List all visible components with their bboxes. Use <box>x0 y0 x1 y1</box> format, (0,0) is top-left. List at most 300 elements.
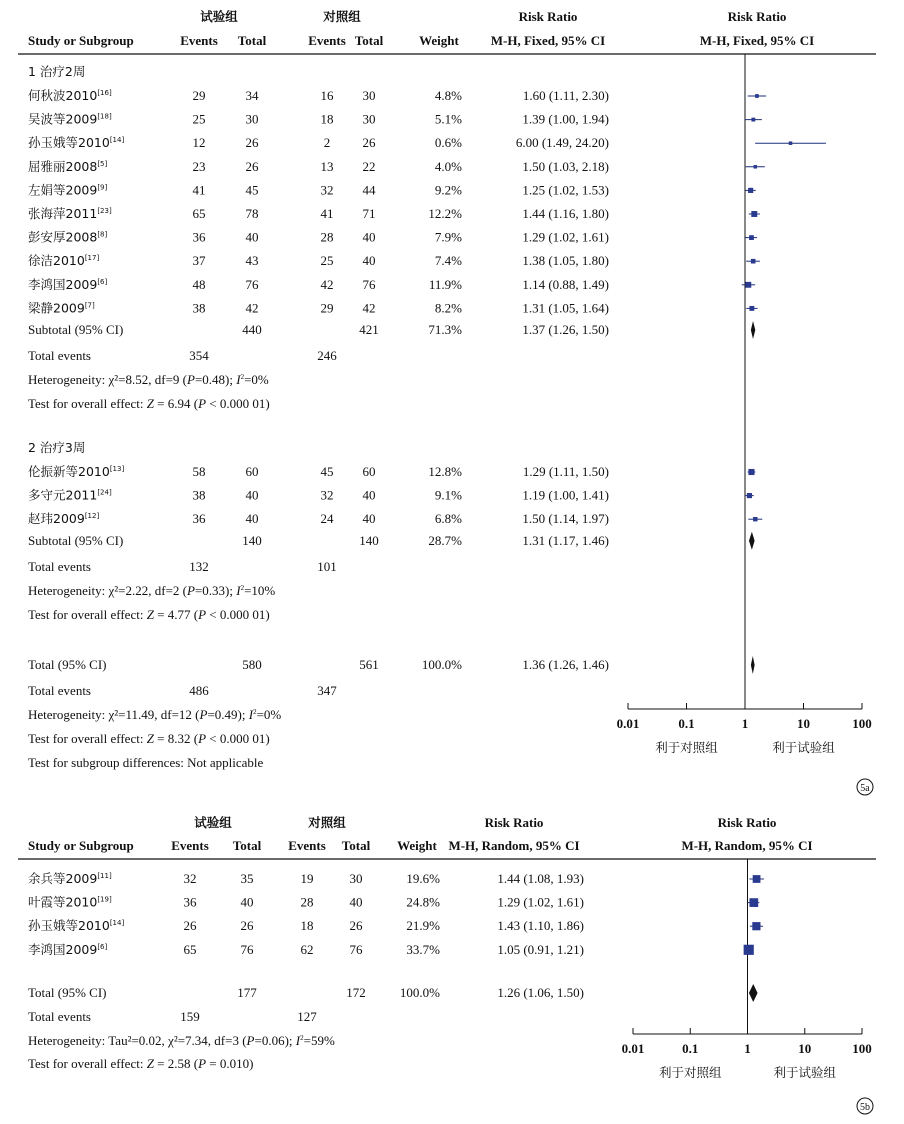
study-name: 何秋波2010 <box>28 88 98 103</box>
study-ci: 1.60 (1.11, 2.30) <box>522 88 609 103</box>
study-weight: 24.8% <box>406 894 440 910</box>
summary-ci: 1.26 (1.06, 1.50) <box>497 985 584 1000</box>
study-name: 吴波等2009 <box>28 111 98 127</box>
ctrl-total: 60 <box>362 464 376 479</box>
summary-diamond <box>749 532 755 550</box>
het-p-val: =0.06); <box>254 1033 296 1048</box>
study-label <box>28 511 99 526</box>
exp-total: 40 <box>245 511 259 527</box>
study-name: 屈雅丽2008 <box>28 158 98 174</box>
study-ci: 1.25 (1.02, 1.53) <box>522 182 609 198</box>
study-name: 徐洁2010 <box>28 253 85 269</box>
total-events-label: Total events <box>28 558 91 574</box>
total-events-exp: 354 <box>189 348 209 363</box>
exp-total: 40 <box>240 894 254 910</box>
study-marker <box>748 188 753 193</box>
study-name: 梁静2009 <box>28 300 85 316</box>
total-events-label: Total events <box>28 348 91 363</box>
het-p-val: =0.33); <box>194 582 237 598</box>
ctrl-events: 19 <box>300 871 314 886</box>
exp-events-header: Events <box>171 838 209 853</box>
ctrl-total: 76 <box>362 276 376 292</box>
ctrl-events: 28 <box>320 229 334 245</box>
subgroup-diff-line: Test for subgroup differences: Not applicable <box>28 755 264 770</box>
ctrl-total: 30 <box>362 88 376 103</box>
study-marker <box>749 898 758 907</box>
exp-events: 38 <box>192 487 206 503</box>
study-name: 孙玉娥等2010 <box>28 918 110 934</box>
ctrl-total: 40 <box>362 511 376 527</box>
het-i: I <box>236 582 241 598</box>
exp-total: 35 <box>240 871 254 886</box>
overall-prefix: Test for overall effect: <box>28 606 147 622</box>
study-ref: [16] <box>97 89 112 97</box>
overall-prefix: Test for overall effect: <box>28 731 147 746</box>
exp-total: 26 <box>245 158 259 174</box>
study-name: 余兵等2009 <box>28 871 98 886</box>
x-tick-label: 1 <box>741 716 749 731</box>
study-marker <box>747 493 752 498</box>
favours-experimental-label: 利于试验组 <box>773 1065 837 1080</box>
het-chi: χ²=7.34, df=3 ( <box>168 1033 247 1048</box>
study-ci: 1.31 (1.05, 1.64) <box>522 300 609 316</box>
study-ref: [17] <box>84 254 100 263</box>
ctrl-total: 26 <box>349 918 363 934</box>
summary-ci: 1.31 (1.17, 1.46) <box>522 532 609 548</box>
het-i-val: =10% <box>244 582 276 598</box>
total-events-ctrl: 127 <box>297 1009 317 1024</box>
ctrl-total: 30 <box>362 111 376 127</box>
study-ci: 1.38 (1.05, 1.80) <box>522 253 609 269</box>
exp-total: 45 <box>245 182 259 198</box>
ctrl-events: 45 <box>320 464 334 479</box>
ctrl-events: 25 <box>320 253 334 269</box>
exp-total: 34 <box>245 88 259 103</box>
ctrl-total: 30 <box>349 871 363 886</box>
study-name: 张海萍2011 <box>28 206 98 221</box>
study-ci: 1.29 (1.02, 1.61) <box>522 229 609 245</box>
favours-control-label: 利于对照组 <box>658 1065 722 1080</box>
subgroup-title: 1 治疗2周 <box>28 64 86 79</box>
study-label <box>28 230 107 245</box>
overall-prefix: Test for overall effect: <box>28 396 147 411</box>
exp-events: 41 <box>192 182 206 198</box>
study-weight: 11.9% <box>428 276 462 292</box>
study-label <box>28 464 124 479</box>
study-marker <box>753 517 757 521</box>
total-events-exp: 132 <box>189 558 209 574</box>
study-weight: 8.2% <box>434 300 462 316</box>
overall-z-val: = 6.94 ( <box>153 396 199 411</box>
het-chi: χ²=8.52, df=9 ( <box>108 372 187 387</box>
het-prefix: Heterogeneity: <box>28 582 109 598</box>
x-tick-label: 10 <box>798 1041 812 1056</box>
study-ci: 6.00 (1.49, 24.20) <box>515 135 609 151</box>
x-tick-label: 0.01 <box>616 716 640 731</box>
het-i-sup: 2 <box>253 708 257 716</box>
study-name: 赵玮2009 <box>28 511 85 527</box>
study-name: 伦振新等2010 <box>28 464 110 479</box>
study-marker <box>753 875 761 883</box>
study-label <box>28 942 107 957</box>
het-p: P <box>187 372 195 387</box>
exp-total: 42 <box>245 300 259 316</box>
x-tick-label: 0.01 <box>621 1041 645 1056</box>
total-events-label: Total events <box>28 683 91 698</box>
ctrl-events: 2 <box>323 135 331 151</box>
study-ci: 1.39 (1.00, 1.94) <box>522 111 609 127</box>
exp-total: 26 <box>240 918 254 934</box>
study-marker <box>755 94 759 98</box>
study-name: 左娟等2009 <box>28 182 98 198</box>
exp-total: 76 <box>240 941 254 957</box>
ctrl-total-header: Total <box>354 33 384 48</box>
het-i-val: =0% <box>256 707 282 722</box>
summary-weight: 100.0% <box>421 657 462 672</box>
exp-events: 29 <box>192 88 206 103</box>
het-i-sup: 2 <box>240 373 245 381</box>
exp-total: 60 <box>245 464 259 479</box>
study-weight: 21.9% <box>406 918 440 934</box>
study-ref: [19] <box>97 895 112 904</box>
study-marker <box>751 259 756 264</box>
overall-effect-line <box>28 396 270 411</box>
total-events-ctrl: 246 <box>317 348 337 363</box>
het-prefix: Heterogeneity: Tau²=0.02, <box>28 1033 169 1048</box>
study-label <box>28 182 107 197</box>
ctrl-events: 28 <box>300 894 314 910</box>
ctrl-total: 40 <box>362 229 376 245</box>
study-ci: 1.14 (0.88, 1.49) <box>522 276 609 292</box>
het-i: I <box>295 1033 301 1048</box>
ctrl-total: 26 <box>362 135 376 151</box>
exp-events: 23 <box>192 158 206 174</box>
ctrl-total: 40 <box>349 894 363 910</box>
study-ci: 1.50 (1.14, 1.97) <box>522 511 609 527</box>
total-events-ctrl: 347 <box>317 683 337 698</box>
exp-events: 25 <box>192 111 206 127</box>
study-label <box>28 918 124 933</box>
overall-z: Z <box>146 606 154 622</box>
overall-p-val: = 0.010) <box>206 1056 254 1071</box>
exp-total: 26 <box>245 135 259 151</box>
study-ref: [23] <box>97 207 112 215</box>
study-label <box>28 159 107 174</box>
study-label <box>28 488 112 503</box>
ctrl-events: 32 <box>320 487 334 503</box>
exp-total-header: Total <box>237 33 267 48</box>
study-ref: [8] <box>97 230 108 239</box>
favours-control-label: 利于对照组 <box>655 740 718 755</box>
exp-events: 58 <box>192 464 206 479</box>
exp-events: 65 <box>183 941 197 957</box>
overall-effect-line <box>28 607 270 622</box>
study-name: 孙玉娥等2010 <box>28 135 110 151</box>
exp-events: 32 <box>183 871 197 886</box>
het-p: P <box>246 1033 255 1048</box>
overall-p-val: < 0.000 01) <box>206 731 270 746</box>
overall-z: Z <box>146 731 154 746</box>
ctrl-events: 32 <box>320 182 334 198</box>
summary-ci: 1.36 (1.26, 1.46) <box>522 657 609 672</box>
study-ref: [24] <box>97 488 112 497</box>
ctrl-events: 13 <box>320 158 334 174</box>
study-ci: 1.29 (1.11, 1.50) <box>522 464 609 479</box>
exp-group-header: 试验组 <box>194 815 232 830</box>
exp-total-header: Total <box>232 838 262 853</box>
exp-events: 36 <box>192 229 206 245</box>
study-label <box>28 88 112 103</box>
summary-label: Subtotal (95% CI) <box>28 532 124 548</box>
exp-events: 48 <box>192 276 206 292</box>
study-marker <box>754 165 758 169</box>
het-i-val: =59% <box>303 1033 335 1048</box>
study-ref: [12] <box>84 512 100 521</box>
overall-z-val: = 2.58 ( <box>153 1056 199 1071</box>
ctrl-events: 42 <box>320 276 334 292</box>
exp-group-header: 试验组 <box>200 9 238 24</box>
study-ref: [5] <box>97 159 108 168</box>
x-tick-label: 100 <box>852 1041 872 1056</box>
subgroup-title: 2 治疗3周 <box>28 440 86 455</box>
summary-diamond <box>751 656 755 674</box>
ctrl-total: 76 <box>349 941 363 957</box>
overall-z: Z <box>146 1056 154 1071</box>
exp-events: 12 <box>192 135 206 151</box>
ctrl-total: 40 <box>362 253 376 269</box>
overall-effect-line <box>28 1056 253 1071</box>
exp-total: 76 <box>245 276 259 292</box>
study-ci: 1.05 (0.91, 1.21) <box>497 941 584 957</box>
summary-diamond <box>751 321 755 339</box>
het-p-val: =0.48); <box>194 372 237 387</box>
overall-prefix: Test for overall effect: <box>28 1056 147 1071</box>
x-tick-label: 100 <box>852 716 872 731</box>
overall-p: P <box>198 731 207 746</box>
rr-method-header: M-H, Fixed, 95% CI <box>490 33 606 48</box>
ctrl-events: 18 <box>320 111 334 127</box>
study-marker <box>745 282 751 288</box>
study-ref: [11] <box>97 872 112 880</box>
rr-col-title: Risk Ratio <box>518 9 578 24</box>
overall-p-val: < 0.000 01) <box>206 396 270 411</box>
ctrl-total: 71 <box>362 206 376 221</box>
study-weight: 0.6% <box>434 135 462 151</box>
overall-z-val: = 8.32 ( <box>153 731 199 746</box>
ctrl-events: 62 <box>300 941 314 957</box>
exp-total: 40 <box>245 487 259 503</box>
total-events-exp: 486 <box>189 683 209 698</box>
ctrl-total: 44 <box>362 182 376 198</box>
summary-ctrl-total: 172 <box>346 985 366 1000</box>
summary-ctrl-total: 140 <box>359 532 379 548</box>
study-marker <box>789 141 793 145</box>
ctrl-group-header: 对照组 <box>323 9 361 24</box>
x-tick-label: 10 <box>797 716 810 731</box>
study-weight: 6.8% <box>434 511 462 527</box>
overall-p: P <box>198 1056 207 1071</box>
heterogeneity-line <box>28 1033 335 1048</box>
study-weight: 7.9% <box>434 229 462 245</box>
exp-events: 65 <box>192 206 206 221</box>
summary-diamond <box>749 984 758 1002</box>
overall-effect-line <box>28 731 270 746</box>
exp-events: 26 <box>183 918 197 934</box>
study-label <box>28 895 112 910</box>
weight-header: Weight <box>397 838 437 853</box>
summary-label: Total (95% CI) <box>28 657 107 672</box>
rr-col-title: Risk Ratio <box>484 815 544 830</box>
summary-label: Total (95% CI) <box>28 985 107 1000</box>
study-name: 多守元2011 <box>28 487 98 503</box>
summary-ctrl-total: 421 <box>359 322 379 337</box>
study-label <box>28 112 112 127</box>
summary-exp-total: 580 <box>242 657 262 672</box>
het-i-val: =0% <box>244 372 269 387</box>
study-ci: 1.50 (1.03, 2.18) <box>522 158 609 174</box>
plot-method-header: M-H, Random, 95% CI <box>681 838 813 853</box>
het-i: I <box>248 707 254 722</box>
study-weight: 5.1% <box>434 111 462 127</box>
study-marker <box>749 306 754 311</box>
total-events-label: Total events <box>28 1009 91 1024</box>
plot-method-header: M-H, Fixed, 95% CI <box>699 33 815 48</box>
ctrl-events: 29 <box>320 300 334 316</box>
ctrl-group-header: 对照组 <box>308 815 346 830</box>
study-weight: 12.8% <box>428 464 462 479</box>
exp-events-header: Events <box>180 33 218 48</box>
study-ci: 1.44 (1.16, 1.80) <box>522 206 609 221</box>
het-i-sup: 2 <box>240 583 245 592</box>
het-chi: χ²=2.22, df=2 ( <box>108 582 187 598</box>
plot-col-title: Risk Ratio <box>717 815 777 830</box>
study-ref: [6] <box>97 942 108 951</box>
ctrl-events-header: Events <box>308 33 346 48</box>
study-name: 李鸿国2009 <box>28 276 98 292</box>
study-weight: 4.8% <box>434 88 462 103</box>
study-col-header: Study or Subgroup <box>28 33 134 48</box>
study-name: 彭安厚2008 <box>28 229 98 245</box>
total-events-ctrl: 101 <box>317 558 337 574</box>
ctrl-events: 16 <box>320 88 334 103</box>
heterogeneity-line <box>28 372 269 387</box>
study-ref: [7] <box>84 301 95 310</box>
study-weight: 9.2% <box>434 182 462 198</box>
x-tick-label: 1 <box>744 1041 751 1056</box>
study-weight: 7.4% <box>434 253 462 269</box>
panel-label: 5a <box>860 783 870 794</box>
heterogeneity-line <box>28 707 281 722</box>
study-col-header: Study or Subgroup <box>28 838 134 853</box>
favours-experimental-label: 利于试验组 <box>772 740 835 755</box>
study-label <box>28 300 95 315</box>
study-ref: [9] <box>97 183 108 192</box>
overall-p-val: < 0.000 01) <box>206 606 270 622</box>
summary-exp-total: 440 <box>242 322 262 337</box>
study-ref: [14] <box>109 919 125 928</box>
study-marker <box>744 945 754 955</box>
exp-events: 36 <box>183 894 197 910</box>
summary-label: Subtotal (95% CI) <box>28 322 124 337</box>
het-i-sup: 2 <box>300 1034 304 1042</box>
study-marker <box>752 922 760 930</box>
study-name: 李鸿国2009 <box>28 941 98 957</box>
study-marker <box>751 211 757 217</box>
heterogeneity-line <box>28 583 275 598</box>
rr-method-header: M-H, Random, 95% CI <box>448 838 580 853</box>
study-label <box>28 135 124 150</box>
study-ci: 1.19 (1.00, 1.41) <box>522 487 609 503</box>
ctrl-events: 18 <box>300 918 314 934</box>
ctrl-events: 24 <box>320 511 334 527</box>
study-label <box>28 871 112 886</box>
study-weight: 4.0% <box>434 158 462 174</box>
summary-weight: 100.0% <box>399 985 440 1000</box>
study-label <box>28 206 112 221</box>
study-marker <box>749 235 754 240</box>
het-prefix: Heterogeneity: <box>28 372 109 387</box>
overall-z: Z <box>146 396 154 411</box>
exp-events: 36 <box>192 511 206 527</box>
exp-total: 43 <box>245 253 259 269</box>
exp-events: 37 <box>192 253 206 269</box>
study-weight: 19.6% <box>406 871 440 886</box>
study-marker <box>748 469 754 475</box>
ctrl-total: 22 <box>362 158 376 174</box>
het-p: P <box>187 582 195 598</box>
study-ref: [18] <box>97 112 112 121</box>
overall-z-val: = 4.77 ( <box>153 606 199 622</box>
study-ref: [6] <box>97 277 108 286</box>
exp-total: 30 <box>245 111 259 127</box>
study-ci: 1.29 (1.02, 1.61) <box>497 894 584 910</box>
study-marker <box>751 118 755 122</box>
panel-label: 5b <box>860 1102 870 1113</box>
study-ref: [14] <box>109 136 125 145</box>
ctrl-events-header: Events <box>288 838 326 853</box>
study-ci: 1.43 (1.10, 1.86) <box>497 918 584 934</box>
x-tick-label: 0.1 <box>682 1041 699 1056</box>
het-i: I <box>236 372 241 387</box>
exp-events: 38 <box>192 300 206 316</box>
het-p: P <box>199 707 208 722</box>
het-chi: χ²=11.49, df=12 ( <box>108 707 200 722</box>
study-ref: [13] <box>109 465 125 473</box>
het-prefix: Heterogeneity: <box>28 707 109 722</box>
exp-total: 78 <box>245 206 259 221</box>
overall-p: P <box>198 396 207 411</box>
summary-weight: 71.3% <box>428 322 462 337</box>
plot-col-title: Risk Ratio <box>727 9 787 24</box>
summary-weight: 28.7% <box>428 532 462 548</box>
ctrl-events: 41 <box>320 206 334 221</box>
study-weight: 12.2% <box>428 206 462 221</box>
overall-p: P <box>198 606 207 622</box>
exp-total: 40 <box>245 229 259 245</box>
summary-exp-total: 177 <box>237 985 257 1000</box>
ctrl-total: 40 <box>362 487 376 503</box>
weight-header: Weight <box>419 33 459 48</box>
study-weight: 33.7% <box>406 941 440 957</box>
het-p-val: =0.49); <box>207 707 249 722</box>
study-label <box>28 253 99 268</box>
ctrl-total: 42 <box>362 300 376 316</box>
summary-ci: 1.37 (1.26, 1.50) <box>522 322 609 337</box>
summary-ctrl-total: 561 <box>359 657 379 672</box>
study-weight: 9.1% <box>434 487 462 503</box>
total-events-exp: 159 <box>180 1009 200 1024</box>
summary-exp-total: 140 <box>242 532 262 548</box>
